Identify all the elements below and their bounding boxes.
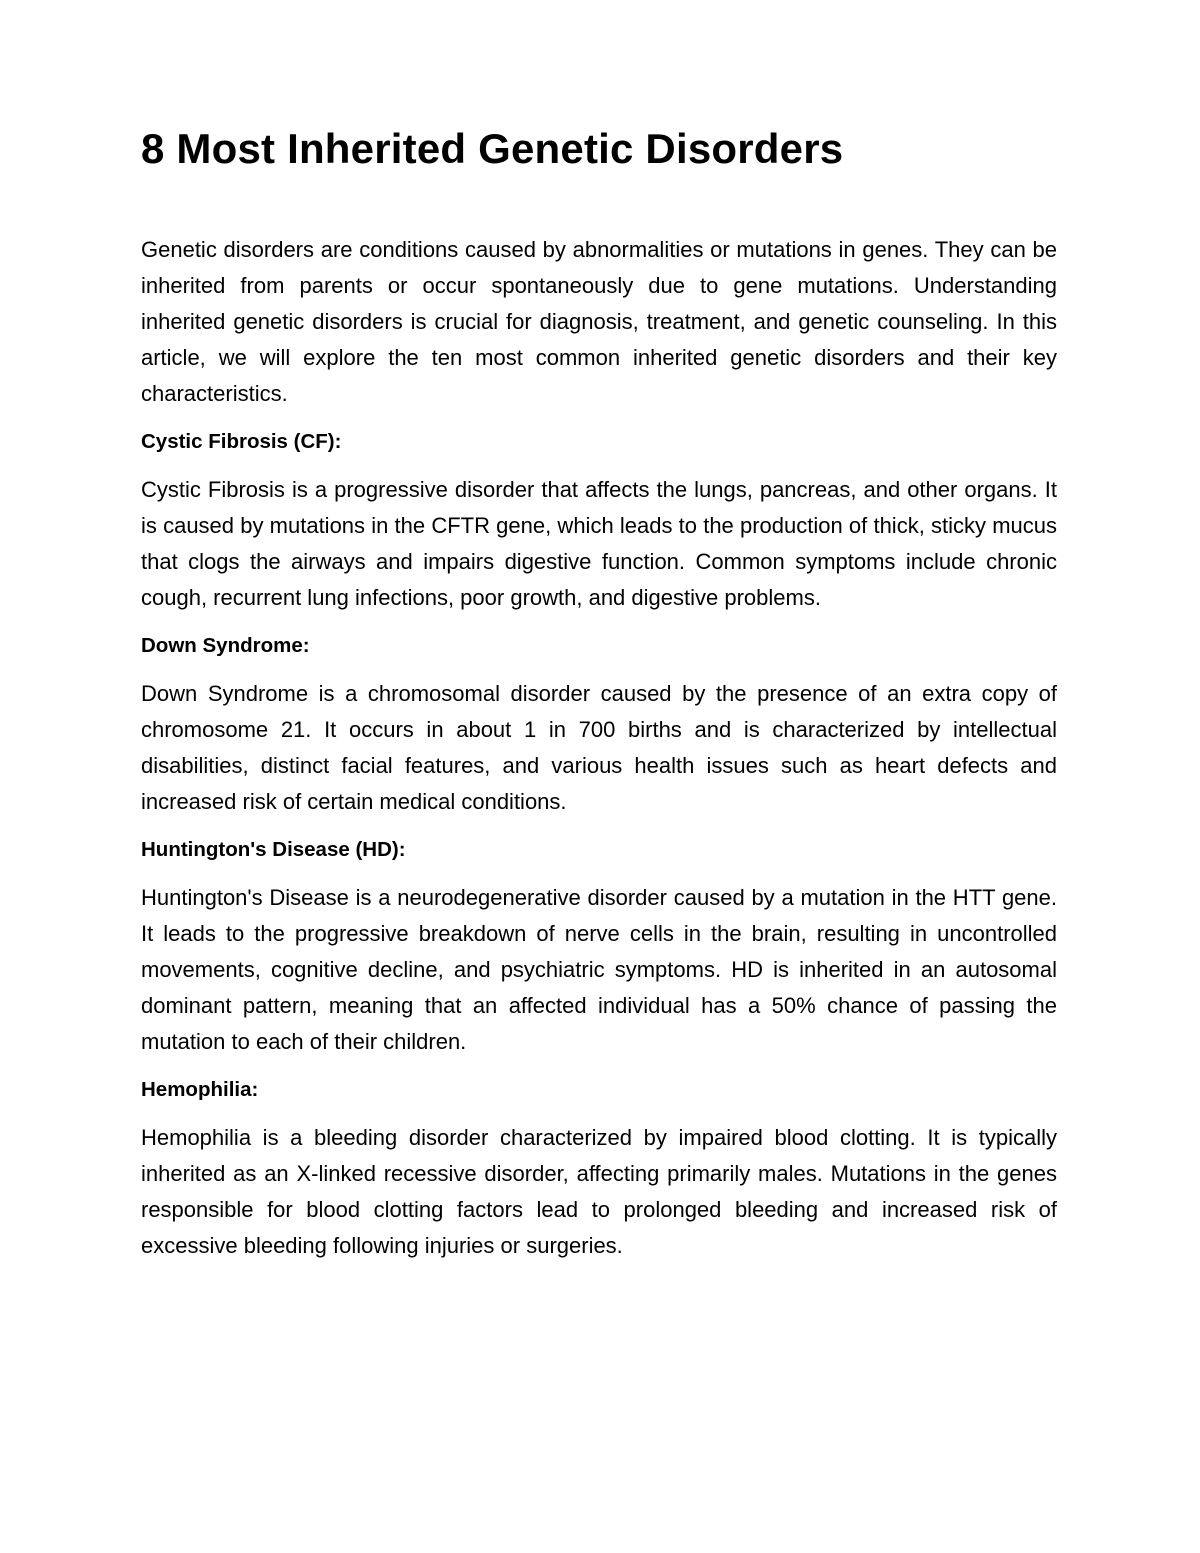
section-body: Cystic Fibrosis is a progressive disorder that affects the lungs, pancreas, and other organs. It is caused by mutations in the CFTR gene, which leads to the production of thick, sticky mucus that clogs the airways and impairs digestive function. Common symptoms include chronic cough, recurrent lung infections, poor growth, and digestive problems. — [141, 477, 1057, 610]
section-heading: Huntington's Disease (HD): — [141, 838, 406, 861]
section-heading: Down Syndrome: — [141, 634, 310, 657]
page-title: 8 Most Inherited Genetic Disorders — [141, 125, 844, 172]
section-body: Huntington's Disease is a neurodegenerative disorder caused by a mutation in the HTT gene. It leads to the progressive breakdown of nerve cells in the brain, resulting in uncontrolled movements, cognitive decline, and psychiatric symptoms. HD is inherited in an autosomal dominant pattern, meaning that an affected individual has a 50% chance of passing the mutation to each of their children. — [141, 885, 1057, 1054]
section-body: Hemophilia is a bleeding disorder characterized by impaired blood clotting. It is typically inherited as an X-linked recessive disorder, affecting primarily males. Mutations in the genes responsible for blood clotting factors lead to prolonged bleeding and increased risk of excessive bleeding following injuries or surgeries. — [141, 1125, 1057, 1258]
section-heading: Cystic Fibrosis (CF): — [141, 430, 342, 453]
section-body: Down Syndrome is a chromosomal disorder caused by the presence of an extra copy of chromosome 21. It occurs in about 1 in 700 births and is characterized by intellectual disabilities, distinct facial features, and various health issues such as heart defects and increased risk of certain medical conditions. — [141, 681, 1057, 814]
section-cystic-fibrosis — [141, 424, 1057, 616]
document-page — [141, 118, 1057, 1276]
section-hemophilia — [141, 1072, 1057, 1264]
section-huntingtons-disease — [141, 832, 1057, 1060]
section-heading: Hemophilia: — [141, 1078, 259, 1101]
section-down-syndrome — [141, 628, 1057, 820]
intro-paragraph: Genetic disorders are conditions caused by abnormalities or mutations in genes. They can be inherited from parents or occur spontaneously due to gene mutations. Understanding inherited genetic disorders is crucial for diagnosis, treatment, and genetic counseling. In this article, we will explore the ten most common inherited genetic disorders and their key characteristics. — [141, 237, 1057, 406]
